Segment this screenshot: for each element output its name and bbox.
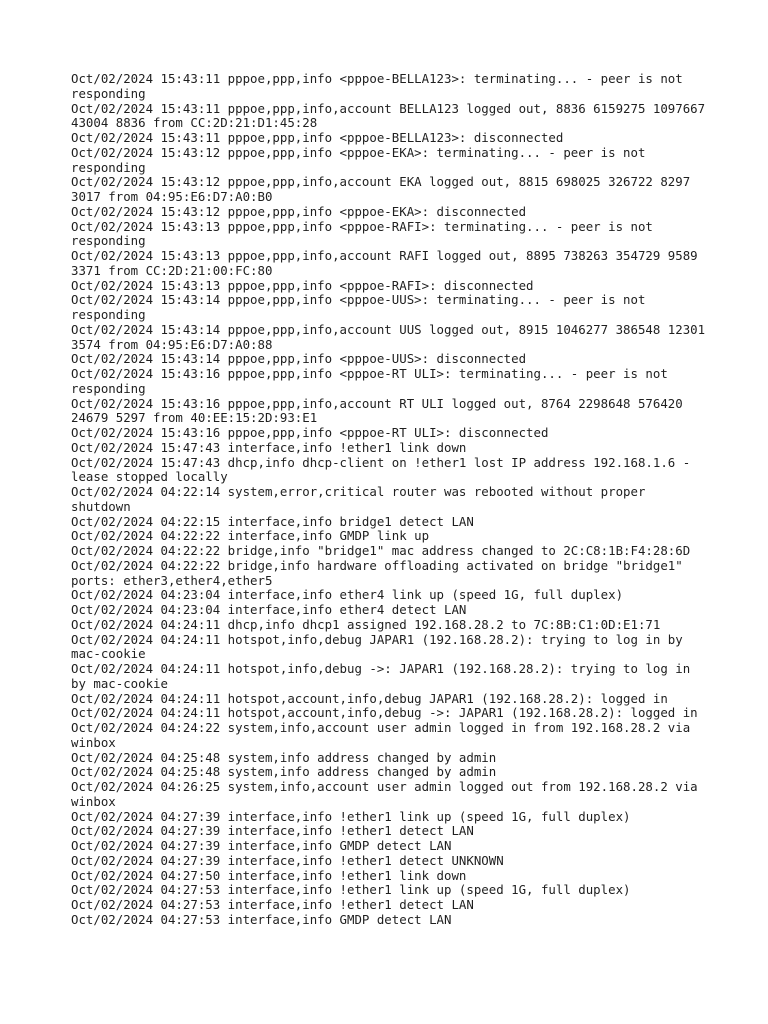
log-line: Oct/02/2024 04:25:48 system,info address changed by admin: [71, 764, 497, 780]
log-line: Oct/02/2024 15:43:16 pppoe,ppp,info <pppoe-RT ULI>: terminating... - peer is not responding: [71, 366, 676, 396]
log-line: Oct/02/2024 04:22:22 interface,info GMDP link up: [71, 528, 430, 544]
log-line: Oct/02/2024 15:43:14 pppoe,ppp,info <pppoe-UUS>: disconnected: [71, 351, 527, 367]
log-line: Oct/02/2024 15:47:43 interface,info !ether1 link down: [71, 439, 467, 455]
log-line: Oct/02/2024 15:43:16 pppoe,ppp,info <pppoe-RT ULI>: disconnected: [71, 425, 549, 440]
log-line: Oct/02/2024 15:43:11 pppoe,ppp,info <pppoe-BELLA123>: disconnected: [71, 130, 564, 145]
log-line: Oct/02/2024 04:24:11 hotspot,account,info,debug JAPAR1 (192.168.28.2): logged in: [71, 690, 668, 706]
log-line: Oct/02/2024 04:22:22 bridge,info "bridge1" mac address changed to 2C:C8:1B:F4:28:6D: [71, 543, 691, 558]
log-line: Oct/02/2024 04:24:11 hotspot,account,info,debug ->: JAPAR1 (192.168.28.2): logged in: [71, 705, 698, 721]
log-line: Oct/02/2024 04:22:22 bridge,info hardware offloading activated on bridge "bridge1" ports: ether3,ether4,ether5: [71, 557, 691, 588]
log-line: Oct/02/2024 04:24:22 system,info,account user admin logged in from 192.168.28.2 via winbox: [71, 720, 698, 750]
log-line: Oct/02/2024 04:27:39 interface,info !ether1 detect LAN: [71, 823, 474, 839]
log-line: Oct/02/2024 04:25:48 system,info address changed by admin: [71, 749, 497, 765]
log-line: Oct/02/2024 04:24:11 dhcp,info dhcp1 assigned 192.168.28.2 to 7C:8B:C1:0D:E1:71: [71, 616, 661, 632]
log-line: Oct/02/2024 04:22:15 interface,info bridge1 detect LAN: [71, 513, 474, 529]
log-line: Oct/02/2024 04:23:04 interface,info ether4 link up (speed 1G, full duplex): [71, 587, 624, 603]
log-line: Oct/02/2024 15:43:14 pppoe,ppp,info,account UUS logged out, 8915 1046277 386548 12301 3574 from 04:95:E6:D7:A0:88: [71, 321, 713, 352]
log-line: Oct/02/2024 15:43:13 pppoe,ppp,info <pppoe-RAFI>: terminating... - peer is not responding: [71, 218, 661, 249]
log-line: Oct/02/2024 15:43:11 pppoe,ppp,info,account BELLA123 logged out, 8836 6159275 1097667 43004 8836 from CC:2D:21:D1:45:28: [71, 100, 713, 131]
log-line: Oct/02/2024 04:27:53 interface,info GMDP detect LAN: [71, 911, 452, 927]
log-line: Oct/02/2024 04:27:39 interface,info !ether1 link up (speed 1G, full duplex): [71, 808, 631, 824]
log-line: Oct/02/2024 04:22:14 system,error,critical router was rebooted without proper shutdown: [71, 484, 653, 514]
log-line: Oct/02/2024 04:26:25 system,info,account user admin logged out from 192.168.28.2 via winbox: [71, 779, 706, 809]
log-line: Oct/02/2024 04:27:50 interface,info !ether1 link down: [71, 867, 467, 883]
log-line: Oct/02/2024 15:43:13 pppoe,ppp,info,account RAFI logged out, 8895 738263 354729 9589 3371 from CC:2D:21:00:FC:80: [71, 248, 706, 278]
log-line: Oct/02/2024 04:27:39 interface,info GMDP detect LAN: [71, 838, 452, 853]
log-line: Oct/02/2024 15:43:12 pppoe,ppp,info <pppoe-EKA>: disconnected: [71, 203, 527, 219]
log-line: Oct/02/2024 04:24:11 hotspot,info,debug JAPAR1 (192.168.28.2): trying to log in by mac-cookie: [71, 631, 691, 662]
log-line: Oct/02/2024 15:43:12 pppoe,ppp,info <pppoe-EKA>: terminating... - peer is not responding: [71, 144, 653, 175]
log-line: Oct/02/2024 15:43:12 pppoe,ppp,info,account EKA logged out, 8815 698025 326722 8297 3017 from 04:95:E6:D7:A0:B0: [71, 174, 698, 204]
log-line: Oct/02/2024 04:27:53 interface,info !ether1 detect LAN: [71, 897, 474, 912]
log-line: Oct/02/2024 04:27:53 interface,info !ether1 link up (speed 1G, full duplex): [71, 882, 631, 898]
log-line: Oct/02/2024 15:43:11 pppoe,ppp,info <pppoe-BELLA123>: terminating... - peer is not responding: [71, 71, 691, 101]
log-line: Oct/02/2024 15:43:16 pppoe,ppp,info,account RT ULI logged out, 8764 2298648 576420 24679 5297 from 40:EE:15:2D:93:E1: [71, 395, 691, 426]
log-line: Oct/02/2024 04:27:39 interface,info !ether1 detect UNKNOWN: [71, 852, 504, 868]
log-line: Oct/02/2024 15:43:14 pppoe,ppp,info <pppoe-UUS>: terminating... - peer is not responding: [71, 292, 653, 322]
log-line: Oct/02/2024 15:43:13 pppoe,ppp,info <pppoe-RAFI>: disconnected: [71, 277, 534, 293]
log-line: Oct/02/2024 04:24:11 hotspot,info,debug ->: JAPAR1 (192.168.28.2): trying to log in by mac-cookie: [71, 661, 698, 691]
log-body: [71, 72, 711, 928]
log-line: Oct/02/2024 04:23:04 interface,info ether4 detect LAN: [71, 602, 467, 617]
log-line: Oct/02/2024 15:47:43 dhcp,info dhcp-client on !ether1 lost IP address 192.168.1.6 - lease stopped locally: [71, 454, 698, 485]
